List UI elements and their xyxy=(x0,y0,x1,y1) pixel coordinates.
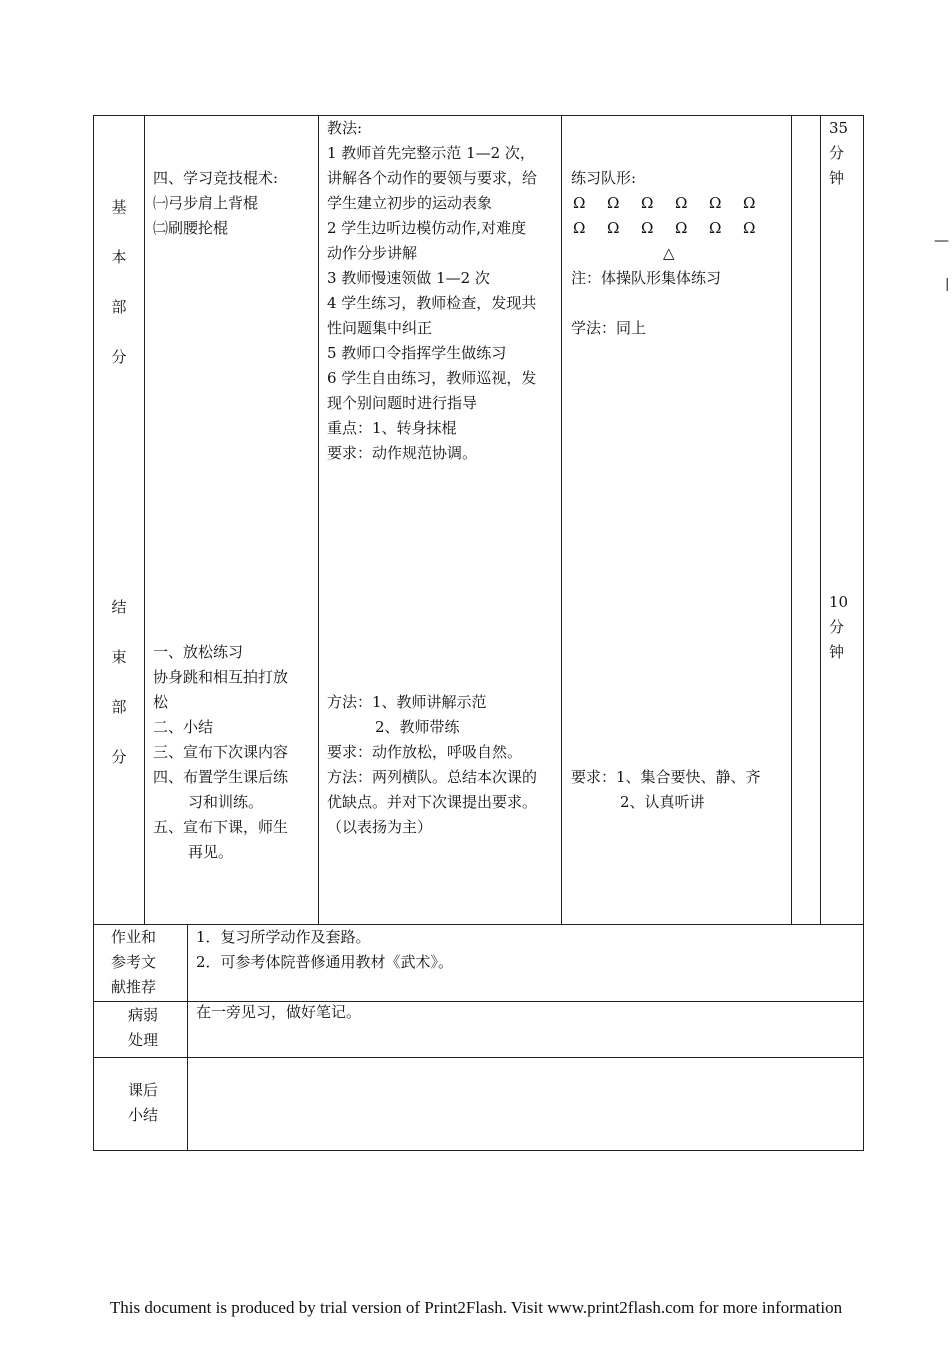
homework-label: 献推荐 xyxy=(111,978,157,996)
method-line: 4 学生练习，教师检查，发现共 xyxy=(327,294,537,312)
method-line: 6 学生自由练习，教师巡视，发 xyxy=(327,369,537,387)
closing-method-line: 2、教师带练 xyxy=(375,718,460,736)
closing-content-line: 再见。 xyxy=(188,843,234,861)
col-divider-organization xyxy=(791,115,792,924)
method-line: 5 教师口令指挥学生做练习 xyxy=(327,344,507,362)
closing-requirement: 2、认真听讲 xyxy=(620,793,705,811)
col-divider-bottom-label xyxy=(187,924,188,1150)
closing-time: 分 xyxy=(829,618,845,636)
table-right-border xyxy=(863,115,864,1150)
table-left-border xyxy=(93,115,94,1150)
student-mark: Ω xyxy=(675,219,688,237)
sick-label: 病弱 xyxy=(128,1006,159,1024)
method-line: 现个别问题时进行指导 xyxy=(327,394,478,412)
margin-bar-mark: | xyxy=(945,277,950,292)
closing-content-line: 五、宣布下课，师生 xyxy=(153,818,289,836)
summary-label: 小结 xyxy=(128,1106,159,1124)
formation-row-2 xyxy=(573,216,777,241)
student-mark: Ω xyxy=(743,194,756,212)
homework-line: 2．可参考体院普修通用教材《武术》。 xyxy=(196,953,454,971)
homework-label: 参考文 xyxy=(111,953,157,971)
student-mark: Ω xyxy=(641,219,654,237)
formation-title: 练习队形: xyxy=(571,169,637,187)
basic-content-title: 四、学习竞技棍术: xyxy=(153,169,279,187)
formation-row-1 xyxy=(573,191,777,216)
closing-content-line: 四、布置学生课后练 xyxy=(153,768,289,786)
teacher-triangle-icon: △ xyxy=(663,244,675,262)
closing-method-line: 优缺点。并对下次课提出要求。 xyxy=(327,793,538,811)
method-line: 2 学生边听边模仿动作,对难度 xyxy=(327,219,527,237)
closing-content-line: 二、小结 xyxy=(153,718,214,736)
method-line: 动作分步讲解 xyxy=(327,244,418,262)
method-line: 1 教师首先完整示范 1—2 次， xyxy=(327,144,535,162)
closing-method-line: 方法：两列横队。总结本次课的 xyxy=(327,768,538,786)
sick-text: 在一旁见习，做好笔记。 xyxy=(196,1003,362,1021)
table-bottom-border xyxy=(93,1150,864,1151)
homework-label: 作业和 xyxy=(111,928,157,946)
col-divider-content xyxy=(318,115,319,924)
method-line: 性问题集中纠正 xyxy=(327,319,433,337)
study-method: 学法：同上 xyxy=(571,319,647,337)
student-mark: Ω xyxy=(641,194,654,212)
basic-content-item: ㈠弓步肩上背棍 xyxy=(153,194,259,212)
sick-row-bottom-border xyxy=(93,1057,864,1058)
closing-method-line: （以表扬为主） xyxy=(327,818,433,836)
section-basic-label: 基 本 部 分 xyxy=(111,198,127,366)
closing-content-line: 三、宣布下次课内容 xyxy=(153,743,289,761)
basic-time: 35 xyxy=(829,119,849,137)
col-divider-section xyxy=(144,115,145,924)
formation-note: 注：体操队形集体练习 xyxy=(571,269,722,287)
basic-content-item: ㈡刷腰抡棍 xyxy=(153,219,229,237)
closing-requirement: 要求：1、集合要快、静、齐 xyxy=(571,768,761,786)
sick-label: 处理 xyxy=(128,1031,159,1049)
student-mark: Ω xyxy=(709,194,722,212)
closing-method-line: 方法：1、教师讲解示范 xyxy=(327,693,487,711)
student-mark: Ω xyxy=(709,219,722,237)
margin-dash-mark: — xyxy=(934,231,949,249)
table-top-border xyxy=(93,115,864,116)
closing-content-line: 一、放松练习 xyxy=(153,643,244,661)
basic-time: 分 xyxy=(829,144,845,162)
summary-label: 课后 xyxy=(128,1081,159,1099)
method-line: 学生建立初步的运动表象 xyxy=(327,194,493,212)
method-line: 教法: xyxy=(327,119,363,137)
col-divider-method xyxy=(561,115,562,924)
method-line: 重点：1、转身抹棍 xyxy=(327,419,457,437)
homework-line: 1．复习所学动作及套路。 xyxy=(196,928,371,946)
student-mark: Ω xyxy=(573,194,586,212)
method-line: 要求：动作规范协调。 xyxy=(327,444,478,462)
closing-content-line: 协身跳和相互拍打放 xyxy=(153,668,289,686)
student-mark: Ω xyxy=(743,219,756,237)
trial-watermark-footer: This document is produced by trial version of Print2Flash. Visit www.print2flash.com for more information xyxy=(109,1298,843,1317)
closing-content-line: 习和训练。 xyxy=(188,793,264,811)
basic-time: 钟 xyxy=(829,169,845,187)
student-mark: Ω xyxy=(607,194,620,212)
closing-time: 10 xyxy=(829,593,849,611)
student-mark: Ω xyxy=(607,219,620,237)
closing-content-line: 松 xyxy=(153,693,169,711)
student-mark: Ω xyxy=(573,219,586,237)
method-line: 3 教师慢速领做 1—2 次 xyxy=(327,269,490,287)
student-mark: Ω xyxy=(675,194,688,212)
section-closing-label: 结 束 部 分 xyxy=(111,598,127,766)
closing-time: 钟 xyxy=(829,643,845,661)
closing-method-line: 要求：动作放松，呼吸自然。 xyxy=(327,743,523,761)
col-divider-intensity xyxy=(820,115,821,924)
method-line: 讲解各个动作的要领与要求，给 xyxy=(327,169,538,187)
